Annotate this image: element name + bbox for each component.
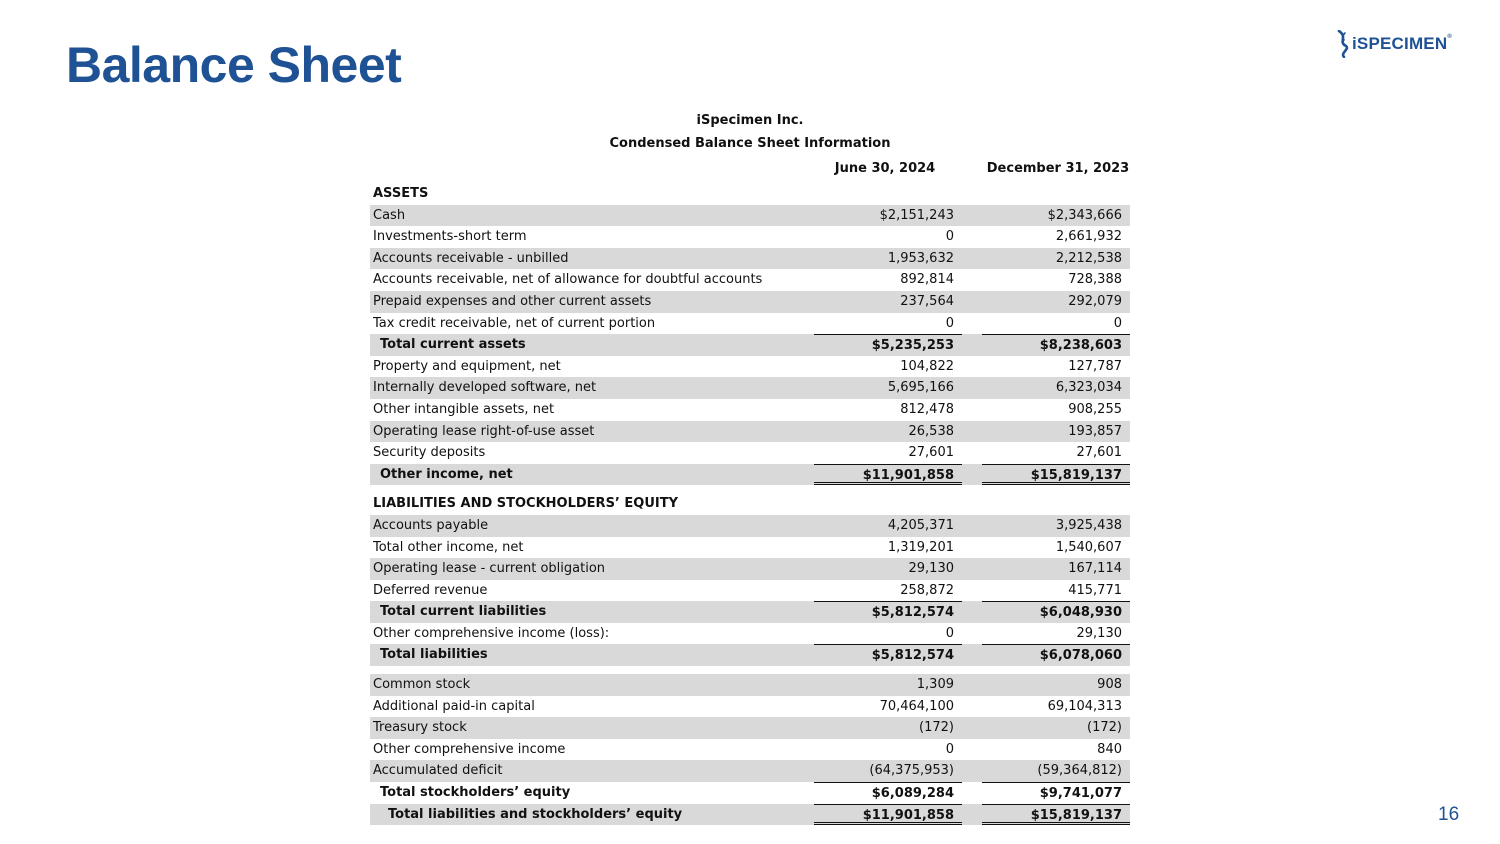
table-row: Accumulated deficit (64,375,953) (59,364,812) xyxy=(370,760,1130,782)
total-row: Total current liabilities $5,812,574 $6,048,930 xyxy=(370,601,1130,623)
table-row: Prepaid expenses and other current assets 237,564 292,079 xyxy=(370,291,1130,313)
logo-text: iSPECIMEN® xyxy=(1352,34,1452,53)
table-row: Other comprehensive income 0 840 xyxy=(373,741,1122,757)
table-row: Internally developed software, net 5,695,166 6,323,034 xyxy=(370,377,1130,399)
table-row: Accounts receivable - unbilled 1,953,632 2,212,538 xyxy=(370,248,1130,270)
table-row: Accounts payable 4,205,371 3,925,438 xyxy=(370,515,1130,537)
total-row: Total stockholders’ equity $6,089,284 $9,741,077 xyxy=(370,782,1130,804)
column-header-dec-2023: December 31, 2023 xyxy=(986,161,1130,176)
table-row: Other comprehensive income (loss): 0 29,130 xyxy=(373,625,1122,641)
total-row: Total current assets $5,235,253 $8,238,603 xyxy=(370,334,1130,356)
company-name: iSpecimen Inc. xyxy=(696,113,804,128)
spacer xyxy=(370,666,1130,674)
section-header-assets: ASSETS xyxy=(373,186,429,201)
table-subtitle: Condensed Balance Sheet Information xyxy=(609,136,891,151)
table-row: Deferred revenue 258,872 415,771 xyxy=(373,582,1122,598)
grand-total-row: Total liabilities and stockholders’ equity $11,901,858 $15,819,137 xyxy=(370,804,1130,826)
dna-helix-icon xyxy=(1336,30,1350,58)
table-row: Additional paid-in capital 70,464,100 69,104,313 xyxy=(373,698,1122,714)
total-row: Other income, net $11,901,858 $15,819,137 xyxy=(370,464,1130,486)
table-row: Property and equipment, net 104,822 127,787 xyxy=(373,358,1122,374)
total-row: Total liabilities $5,812,574 $6,078,060 xyxy=(370,644,1130,666)
table-row: Treasury stock (172) (172) xyxy=(370,717,1130,739)
table-row: Investments-short term 0 2,661,932 xyxy=(373,229,1122,245)
page-title: Balance Sheet xyxy=(66,37,402,93)
column-headers xyxy=(370,155,1130,183)
column-header-june-2024: June 30, 2024 xyxy=(834,161,936,176)
table-row: Security deposits 27,601 27,601 xyxy=(373,445,1122,461)
balance-sheet-table xyxy=(370,110,1130,825)
table-row: Common stock 1,309 908 xyxy=(370,674,1130,696)
company-logo xyxy=(1336,29,1452,59)
spacer xyxy=(370,485,1130,493)
table-row: Other intangible assets, net 812,478 908,255 xyxy=(373,401,1122,417)
table-row: Accounts receivable, net of allowance for doubtful accounts 892,814 728,388 xyxy=(373,272,1122,288)
table-row: Cash $2,151,243 $2,343,666 xyxy=(370,205,1130,227)
table-row: Operating lease right-of-use asset 26,538 193,857 xyxy=(370,421,1130,443)
page-number: 16 xyxy=(1438,804,1460,825)
section-header-liabilities: LIABILITIES AND STOCKHOLDERS’ EQUITY xyxy=(373,496,679,512)
table-row: Operating lease - current obligation 29,130 167,114 xyxy=(370,558,1130,580)
table-row: Tax credit receivable, net of current portion 0 0 xyxy=(373,315,1122,331)
table-row: Total other income, net 1,319,201 1,540,607 xyxy=(373,539,1122,555)
